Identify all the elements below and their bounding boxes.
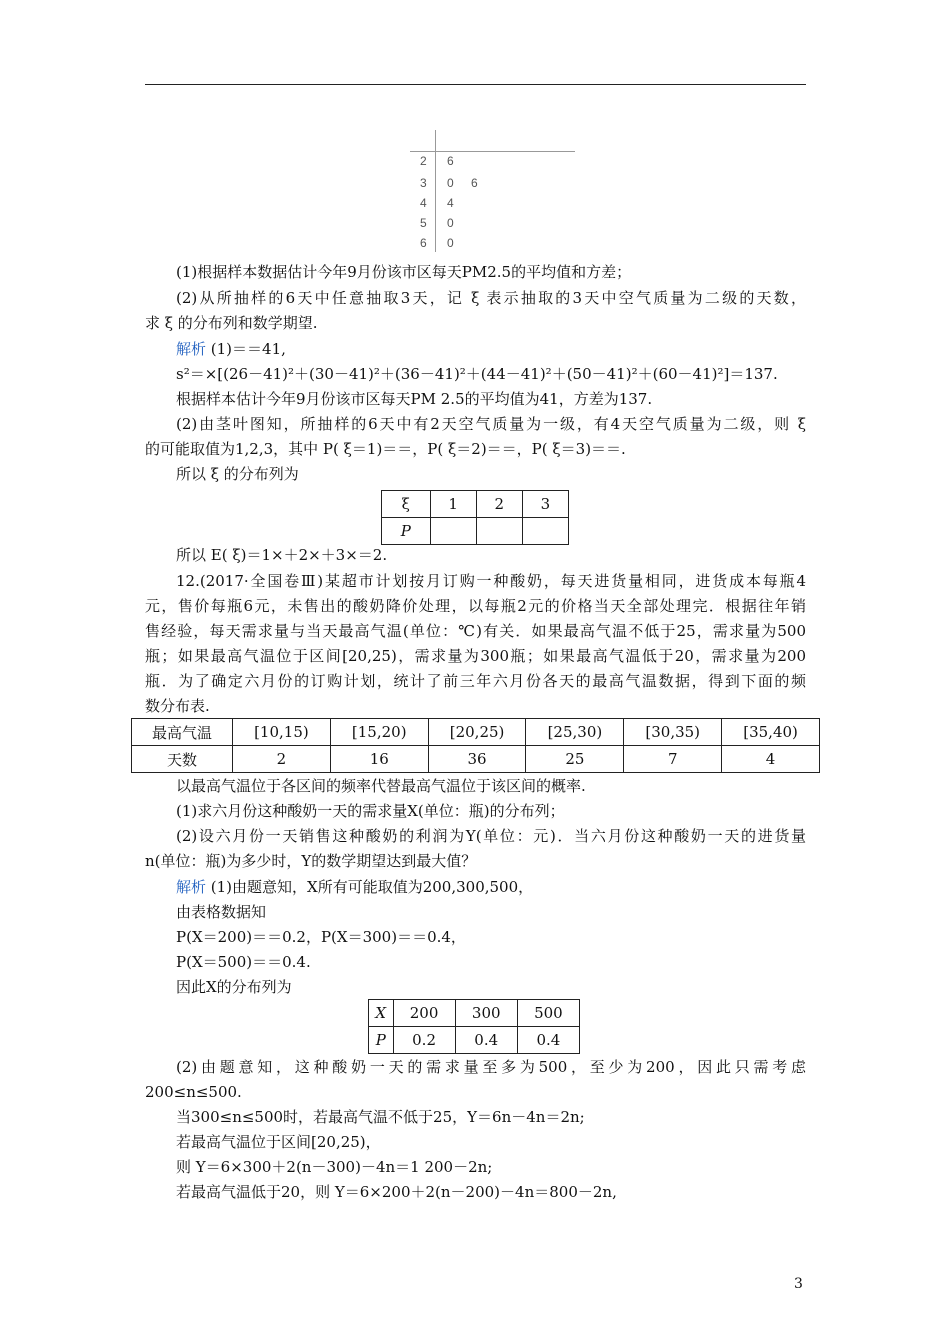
stem-top-rule [410,151,575,152]
temperature-frequency-table: 最高气温 [10,15) [15,20) [20,25) [25,30) [30,35) [35,40) 天数 2 16 36 25 7 4 [131,718,820,773]
q12-solution-5: 因此X的分布列为 [176,978,292,996]
q12-question2a: (2)设六月份一天销售这种酸奶的利润为Y(单位：元)．当六月份这种酸奶一天的进货量 [176,827,806,845]
q12-solution-11: 若最高气温低于20，则 Y＝6×200＋2(n－200)－4n＝800－2n, [176,1183,617,1201]
q11-part2a: (2)从所抽样的6天中任意抽取3天，记 ξ 表示抽取的3天中空气质量为二级的天数， [176,289,806,307]
page-number: 3 [794,1276,803,1292]
q12-line4: 瓶；如果最高气温位于区间[20,25)，需求量为300瓶；如果最高气温低于20，需求量为200 [145,647,806,665]
solution-label: 解析 [176,340,207,358]
x-distribution-table: X 200 300 500 P 0.2 0.4 0.4 [368,999,580,1054]
q11-estimate: 根据样本估计今年9月份该市区每天PM 2.5的平均值为41，方差为137. [176,390,653,408]
q12-line1: 12.(2017·全国卷Ⅲ)某超市计划按月订购一种酸奶，每天进货量相同，进货成本每瓶4 [176,572,806,590]
q12-line6: 数分布表. [145,697,210,715]
xi-distribution-table: ξ 1 2 3 P [381,490,569,545]
q12-line7: 以最高气温位于各区间的频率代替最高气温位于该区间的概率. [176,777,586,795]
q12-solution-6: (2)由题意知，这种酸奶一天的需求量至多为500，至少为200，因此只需考虑 [176,1058,806,1076]
q12-question1: (1)求六月份这种酸奶一天的需求量X(单位：瓶)的分布列； [176,802,565,820]
q12-solution-2: 由表格数据知 [176,903,267,921]
q12-solution-1: 解析 (1)由题意知，X所有可能取值为200,300,500， [176,878,534,896]
stem-divider [435,130,436,252]
q11-part2b: 求 ξ 的分布列和数学期望. [145,314,318,332]
q12-solution-9: 若最高气温位于区间[20,25)， [176,1133,381,1151]
q11-solution-2b: 的可能取值为1,2,3，其中 P( ξ＝1)＝＝，P( ξ＝2)＝＝，P( ξ＝3)＝＝. [145,440,626,458]
q12-line2: 元，售价每瓶6元，未售出的酸奶降价处理，以每瓶2元的价格当天全部处理完．根据往年销 [145,597,806,615]
q11-solution-1: 解析 (1)＝＝41, [176,340,286,358]
q12-question2b: n(单位：瓶)为多少时，Y的数学期望达到最大值？ [145,852,477,870]
q11-dist-intro: 所以 ξ 的分布列为 [176,465,299,483]
q12-line3: 售经验，每天需求量与当天最高气温(单位：℃)有关．如果最高气温不低于25，需求量为500 [145,622,806,640]
q12-solution-7: 200≤n≤500. [145,1083,242,1101]
q11-part1: (1)根据样本数据估计今年9月份该市区每天PM2.5的平均值和方差； [176,263,632,281]
q12-solution-10: 则 Y＝6×300＋2(n－300)－4n＝1 200－2n; [176,1158,493,1176]
q11-solution-2a: (2)由茎叶图知，所抽样的6天中有2天空气质量为一级，有4天空气质量为二级，则 ξ [176,415,806,433]
q12-solution-3: P(X＝200)＝＝0.2，P(X＝300)＝＝0.4， [176,928,466,946]
q11-expectation: 所以 E( ξ)＝1×＋2×＋3×＝2. [176,546,388,564]
header-rule [145,84,806,85]
solution-label: 解析 [176,878,207,896]
q12-solution-4: P(X＝500)＝＝0.4. [176,953,311,971]
stem-leaf-plot: 2 6 3 0 6 4 4 5 0 6 0 [410,130,580,252]
q12-line5: 瓶．为了确定六月份的订购计划，统计了前三年六月份各天的最高气温数据，得到下面的频 [145,672,806,690]
q12-solution-8: 当300≤n≤500时，若最高气温不低于25，Y＝6n－4n＝2n; [176,1108,585,1126]
q11-variance: s²＝×[(26－41)²＋(30－41)²＋(36－41)²＋(44－41)²＋(50－41)²＋(60－41)²]＝137. [176,365,778,383]
